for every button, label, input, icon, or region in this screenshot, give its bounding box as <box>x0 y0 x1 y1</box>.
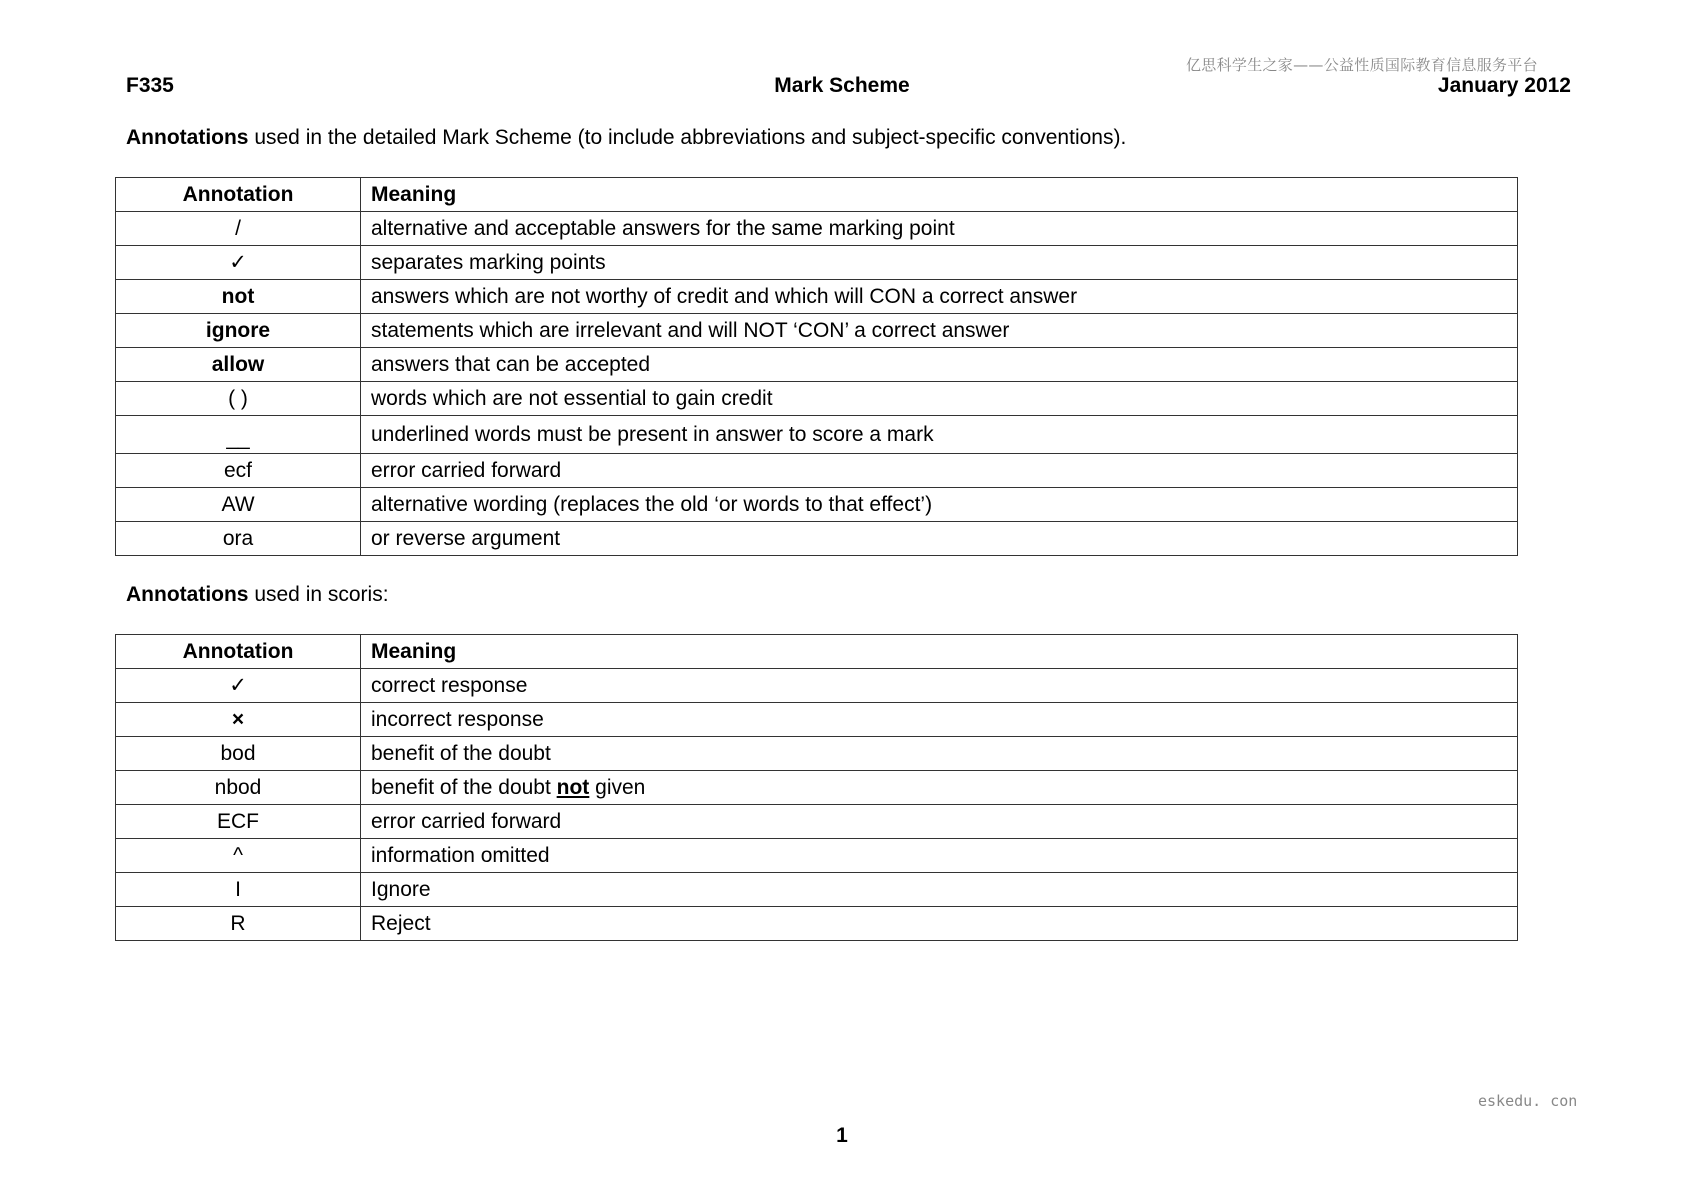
meaning-cell: answers that can be accepted <box>361 348 1518 382</box>
annotation-cell: I <box>116 873 361 907</box>
table-row <box>116 805 1518 839</box>
intro-scoris <box>126 583 389 607</box>
watermark-bottom: eskedu. con <box>1478 1092 1578 1110</box>
meaning-cell: or reverse argument <box>361 522 1518 556</box>
annotation-cell: ( ) <box>116 382 361 416</box>
table-row <box>116 771 1518 805</box>
document-title: Mark Scheme <box>774 74 910 97</box>
header-meaning: Meaning <box>361 178 1518 212</box>
table-row <box>116 703 1518 737</box>
header-annotation: Annotation <box>116 178 361 212</box>
table-row <box>116 454 1518 488</box>
intro-bold: Annotations <box>126 583 249 606</box>
caret-icon: ^ <box>116 839 361 873</box>
table-row <box>116 382 1518 416</box>
meaning-cell: answers which are not worthy of credit and which will CON a correct answer <box>361 280 1518 314</box>
table-row <box>116 737 1518 771</box>
meaning-cell: statements which are irrelevant and will NOT ‘CON’ a correct answer <box>361 314 1518 348</box>
meaning-text: benefit of the doubt <box>371 776 557 799</box>
meaning-cell: words which are not essential to gain credit <box>361 382 1518 416</box>
meaning-cell: Ignore <box>361 873 1518 907</box>
annotation-cell: allow <box>116 348 361 382</box>
emphasis-not: not <box>556 776 590 799</box>
meaning-text: given <box>589 776 646 799</box>
annotations-table-mark-scheme <box>115 177 1518 556</box>
annotations-table-scoris <box>115 634 1518 941</box>
annotation-cell: bod <box>116 737 361 771</box>
paper-code: F335 <box>126 74 174 97</box>
meaning-cell: alternative and acceptable answers for the same marking point <box>361 212 1518 246</box>
meaning-cell: Reject <box>361 907 1518 941</box>
meaning-cell: benefit of the doubt <box>361 737 1518 771</box>
annotation-cell: AW <box>116 488 361 522</box>
meaning-cell: underlined words must be present in answer to score a mark <box>361 416 1518 454</box>
annotation-cell: R <box>116 907 361 941</box>
annotation-cell: ignore <box>116 314 361 348</box>
table-row <box>116 839 1518 873</box>
watermark-top: 亿思科学生之家——公益性质国际教育信息服务平台 <box>1186 56 1538 74</box>
underline-annotation-cell: __ <box>116 416 361 454</box>
annotation-cell: ecf <box>116 454 361 488</box>
table-row <box>116 314 1518 348</box>
table-row <box>116 280 1518 314</box>
table-row <box>116 212 1518 246</box>
exam-date: January 2012 <box>1437 74 1571 97</box>
checkmark-icon: ✓ <box>116 246 361 280</box>
page-number: 1 <box>836 1124 848 1147</box>
table-header-row <box>116 178 1518 212</box>
meaning-cell: incorrect response <box>361 703 1518 737</box>
table-row <box>116 246 1518 280</box>
table-row <box>116 522 1518 556</box>
header-annotation: Annotation <box>116 635 361 669</box>
meaning-cell: information omitted <box>361 839 1518 873</box>
meaning-cell <box>361 771 1518 805</box>
meaning-cell: separates marking points <box>361 246 1518 280</box>
meaning-cell: alternative wording (replaces the old ‘or words to that effect’) <box>361 488 1518 522</box>
meaning-cell: error carried forward <box>361 454 1518 488</box>
header-meaning: Meaning <box>361 635 1518 669</box>
checkmark-icon: ✓ <box>116 669 361 703</box>
intro-rest: used in the detailed Mark Scheme (to include abbreviations and subject-specific conventions). <box>248 126 1127 149</box>
annotation-cell: ora <box>116 522 361 556</box>
cross-icon: × <box>116 703 361 737</box>
intro-bold: Annotations <box>126 126 249 149</box>
table-row <box>116 669 1518 703</box>
annotation-cell: ECF <box>116 805 361 839</box>
meaning-cell: correct response <box>361 669 1518 703</box>
table-header-row <box>116 635 1518 669</box>
annotation-cell: nbod <box>116 771 361 805</box>
table-row <box>116 907 1518 941</box>
table-row <box>116 488 1518 522</box>
annotation-cell: not <box>116 280 361 314</box>
meaning-cell: error carried forward <box>361 805 1518 839</box>
intro-rest: used in scoris: <box>248 583 389 606</box>
table-row <box>116 873 1518 907</box>
annotation-cell: / <box>116 212 361 246</box>
table-row <box>116 416 1518 454</box>
table-row <box>116 348 1518 382</box>
intro-detailed-mark-scheme <box>126 126 1126 150</box>
